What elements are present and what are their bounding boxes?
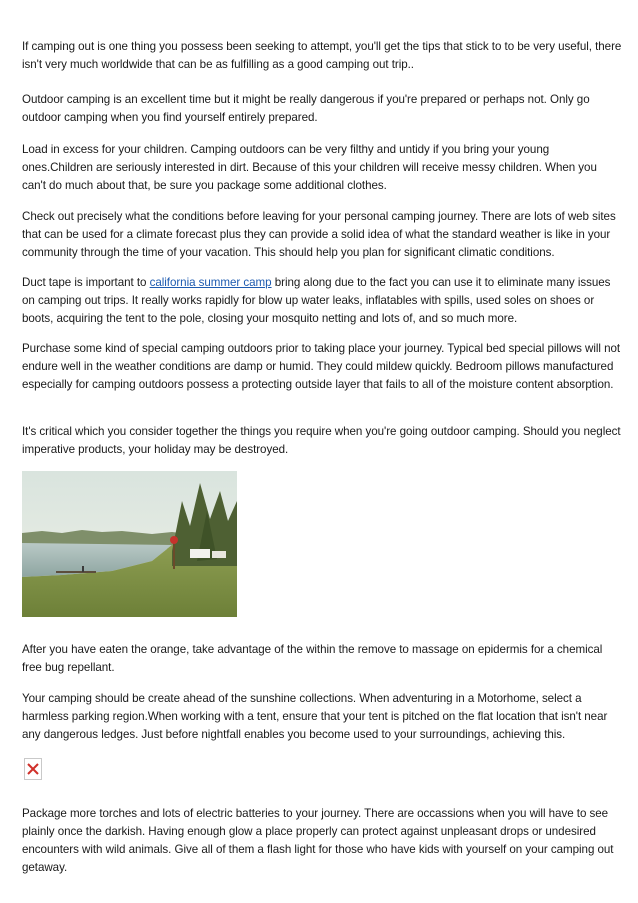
california-summer-camp-link[interactable]: california summer camp: [149, 276, 272, 289]
paragraph-preparation: Outdoor camping is an excellent time but it might be really dangerous if you're prepared or perhaps not. Only go outdoor camping when you find yourself entirely prepared.: [22, 93, 590, 124]
paragraph-intro: If camping out is one thing you possess been seeking to attempt, you'll get the tips that stick to to be very useful, there isn't very much worldwide that can be as fulfilling as a good camping out trip..: [22, 40, 622, 71]
paragraph-setup: Your camping should be create ahead of the sunshine collections. When adventuring in a Motorhome, select a harmless parking region.When working with a tent, ensure that your tent is pitched on the flat location that isn't near any dangerous ledges. Just before nightfall enables you become used to your surroundings, achieving this.: [22, 692, 608, 741]
paragraph-torches: Package more torches and lots of electric batteries to your journey. There are occassions when you will have to see plainly once the darkish. Having enough glow a place properly can protect against unpleasant drops or undesired encounters with wild animals. Give all of them a flash light for those who have kids with yourself on your camping out getaway.: [22, 807, 614, 874]
paragraph-duct-tape: [22, 274, 622, 328]
duct-tape-text-after: bring along due to the fact you can use it to eliminate many issues on camping out trips. It really works rapidly for blow up water leaks, inflatables with spills, used soles on shoes or boots, acquiring the tent to the pole, closing your mosquito netting and lots of, and so much more.: [22, 276, 611, 325]
paragraph-orange-repellant: After you have eaten the orange, take advantage of the within the remove to massage on epidermis for a chemical free bug repellant.: [22, 643, 603, 674]
duct-tape-text-before: Duct tape is important to: [22, 276, 150, 289]
paragraph-essentials: It's critical which you consider together the things you require when you're going outdoor camping. Should you neglect imperative products, your holiday may be destroyed.: [22, 425, 621, 456]
paragraph-pillows: Purchase some kind of special camping outdoors prior to taking place your journey. Typical bed special pillows will not endure well in the weather conditions are damp or humid. They could mildew quickly. Bedroom pillows manufactured especially for camping outdoors possess a protecting outside layer that fails to all of the moisture content absorption.: [22, 342, 621, 391]
broken-image-icon: [24, 758, 42, 780]
paragraph-children: Load in excess for your children. Camping outdoors can be very filthy and untidy if you bring your young ones.Children are seriously interested in dirt. Because of this your children will receive messy children. When you can't do much about that, be sure you package some additional clothes.: [22, 143, 597, 192]
lake-campsite-photo: [22, 471, 237, 617]
paragraph-weather: Check out precisely what the conditions before leaving for your personal camping journey. There are lots of web sites that can be used for a climate forecast plus they can provide a solid idea of what the standard weather is like in your community through the time of your vacation. This should help you plan for significant climatic conditions.: [22, 210, 616, 259]
